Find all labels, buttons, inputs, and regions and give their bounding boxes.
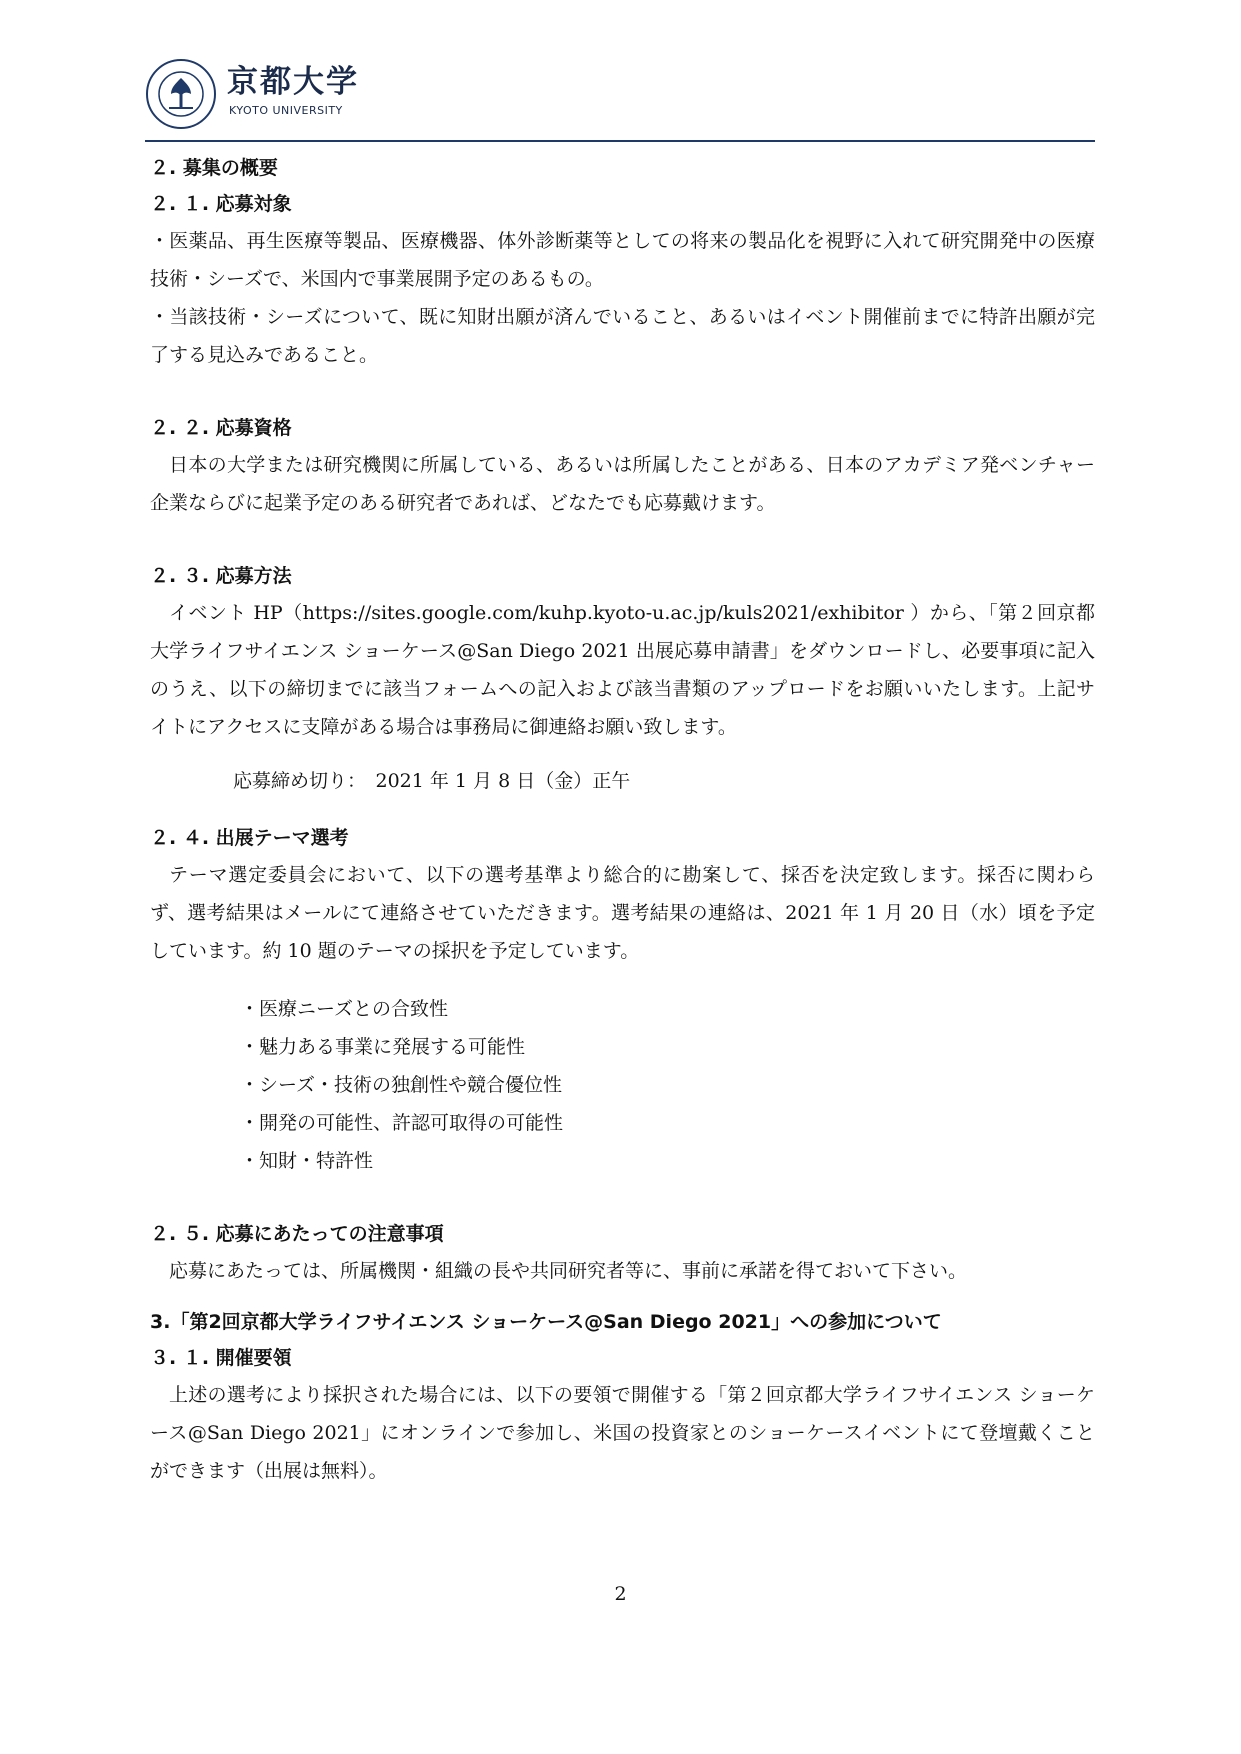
section-2-3-paragraph: イベント HP（https://sites.google.com/kuhp.kyoto-u.ac.jp/kuls2021/exhibitor ）から、「第２回京都大学ライフサイエンス ショーケース@San Diego 2021 出展応募申請書」をダウンロードし、必要事項に記入のうえ、以下の締切までに該当フォームへの記入および該当書類のアップロードをお願いいたします。上記サイトにアクセスに支障がある場合は事務局に御連絡お願い致します。: [150, 602, 1095, 738]
page-number: 2: [614, 1583, 627, 1605]
section-2-3-heading: ２. ３. 応募方法: [150, 565, 292, 587]
section-2-5-heading: ２. ５. 応募にあたっての注意事項: [150, 1223, 444, 1245]
section-3-1-heading: ３. １. 開催要領: [150, 1347, 292, 1369]
selection-criteria-list: [150, 990, 1095, 1180]
criteria-item: ・医療ニーズとの合致性: [240, 998, 449, 1020]
section-2-1-paragraph-2: ・当該技術・シーズについて、既に知財出願が済んでいること、あるいはイベント開催前までに特許出願が完了する見込みであること。: [150, 306, 1095, 366]
section-2-5-paragraph: 応募にあたっては、所属機関・組織の長や共同研究者等に、事前に承諾を得ておいて下さい。: [169, 1260, 968, 1282]
university-emblem-icon: [145, 58, 217, 130]
section-2-4-heading: ２. ４. 出展テーマ選考: [150, 827, 349, 849]
header-divider: [145, 140, 1095, 142]
document-body: [150, 150, 1095, 1490]
section-2-1-heading: ２. １. 応募対象: [150, 193, 292, 215]
section-2-1-paragraph-1: ・医薬品、再生医療等製品、医療機器、体外診断薬等としての将来の製品化を視野に入れて研究開発中の医療技術・シーズで、米国内で事業展開予定のあるもの。: [150, 230, 1095, 290]
logo-english-name: KYOTO UNIVERSITY: [229, 104, 343, 117]
section-3-1-paragraph: 上述の選考により採択された場合には、以下の要領で開催する「第２回京都大学ライフサイエンス ショーケース@San Diego 2021」にオンラインで参加し、米国の投資家とのショーケースイベントにて登壇戴くことができます（出展は無料）。: [150, 1384, 1095, 1482]
section-3-heading: 3.「第2回京都大学ライフサイエンス ショーケース@San Diego 2021」への参加について: [150, 1311, 942, 1333]
section-2-heading: ２. 募集の概要: [150, 157, 278, 179]
letterhead: [145, 52, 1095, 140]
criteria-item: ・魅力ある事業に発展する可能性: [240, 1036, 526, 1058]
logo-japanese-name: 京都大学: [227, 64, 359, 100]
application-deadline: 応募締め切り： 2021 年 1 月 8 日（金）正午: [233, 770, 631, 792]
criteria-item: ・シーズ・技術の独創性や競合優位性: [240, 1074, 563, 1096]
section-2-4-paragraph: テーマ選定委員会において、以下の選考基準より総合的に勘案して、採否を決定致します。採否に関わらず、選考結果はメールにて連絡させていただきます。選考結果の連絡は、2021 年 1 月 20 日（水）頃を予定しています。約 10 題のテーマの採択を予定しています。: [150, 864, 1095, 962]
criteria-item: ・知財・特許性: [240, 1150, 374, 1172]
section-2-2-paragraph: 日本の大学または研究機関に所属している、あるいは所属したことがある、日本のアカデミア発ベンチャー企業ならびに起業予定のある研究者であれば、どなたでも応募戴けます。: [150, 454, 1095, 514]
section-2-2-heading: ２. ２. 応募資格: [150, 417, 292, 439]
criteria-item: ・開発の可能性、許認可取得の可能性: [240, 1112, 564, 1134]
